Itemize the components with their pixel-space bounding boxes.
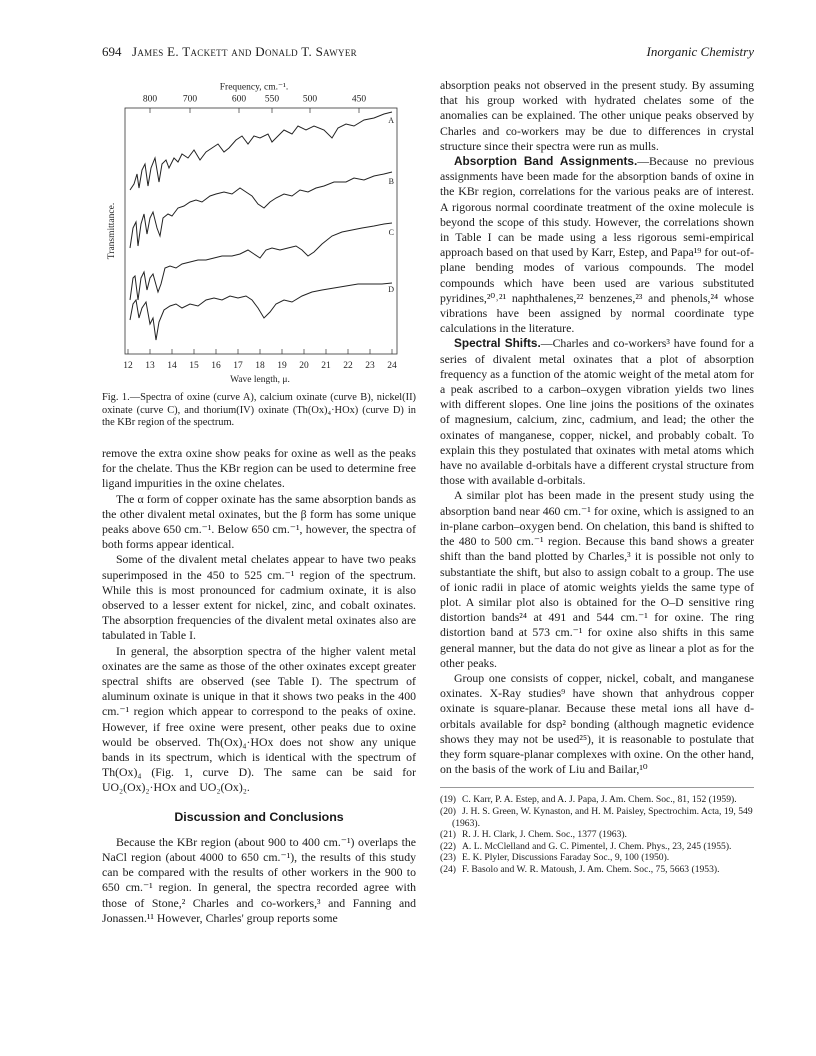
top-tick-label: 700 xyxy=(182,94,198,105)
bottom-tick-label: 16 xyxy=(211,361,221,371)
top-tick-label: 600 xyxy=(231,94,247,105)
paragraph: Because the KBr region (about 900 to 400 cm.⁻¹) overlaps the NaCl region (about 4000 to 650 cm.⁻¹), the results of this study can be compared with the results of other workers in the 900 to 650 cm.⁻¹ region. In general, the spectra recorded agree with those of Stone,² Charles and co-workers,³ and Fanning and Jonassen.¹¹ However, Charles' group reports some xyxy=(102,834,416,925)
reference-item: (23) E. K. Plyler, Discussions Faraday Soc., 9, 100 (1950). xyxy=(440,852,670,864)
inline-heading: Spectral Shifts. xyxy=(454,336,541,351)
bottom-tick-label: 24 xyxy=(387,361,397,371)
top-tick-label: 500 xyxy=(302,94,318,105)
left-column xyxy=(102,78,416,926)
curve-label-b: B xyxy=(388,177,394,186)
reference-item: (21) R. J. H. Clark, J. Chem. Soc., 1377 (1963). xyxy=(440,829,627,841)
bottom-tick-label: 21 xyxy=(321,361,331,371)
bottom-tick-label: 18 xyxy=(255,361,265,371)
spectra-plot xyxy=(102,78,416,440)
bottom-tick-label: 12 xyxy=(123,361,133,371)
paragraph: Some of the divalent metal chelates appear to have two peaks superimposed in the 450 to 525 cm.⁻¹ region of the spectrum. While this is most pronounced for cadmium oxinate, it is also observed to a lesser extent for nickel, zinc, and cobalt oxinates. The absorption frequencies of the divalent metal oxinates also are tabulated in Table I. xyxy=(102,552,416,643)
bottom-tick-label: 14 xyxy=(167,361,177,371)
paragraph: The α form of copper oxinate has the same absorption bands as the other divalent metal oxinates, but the β form has some unique peaks above 650 cm.⁻¹. Below 650 cm.⁻¹, however, the spectra of both forms appear identical. xyxy=(102,491,416,552)
curve-label-a: A xyxy=(388,116,394,125)
y-axis-title: Transmittance. xyxy=(107,202,117,260)
bottom-tick-label: 15 xyxy=(189,361,199,371)
reference-item: (22) A. L. McClelland and G. C. Pimentel, J. Chem. Phys., 23, 245 (1955). xyxy=(440,840,732,852)
top-tick-label: 450 xyxy=(351,94,367,105)
bottom-tick-label: 23 xyxy=(365,361,375,371)
bottom-ticks xyxy=(128,349,392,354)
reference-item: (20) J. H. S. Green, W. Kynaston, and H. M. Paisley, Spectrochim. Acta, 19, 549 (1963). xyxy=(440,805,753,829)
curve-c xyxy=(130,223,392,300)
footnote-references xyxy=(440,787,754,875)
curve-b xyxy=(130,172,392,248)
paragraph: remove the extra oxine show peaks for oxine as well as the peaks for the chelate. Thus the KBr region can be used to determine free ligand impurities in the oxine chelates. xyxy=(102,446,416,491)
bottom-tick-label: 13 xyxy=(145,361,155,371)
bottom-tick-label: 20 xyxy=(299,361,309,371)
plot-frame xyxy=(125,108,397,354)
paragraph: A similar plot has been made in the present study using the absorption band near 460 cm.⁻¹ for oxine, which is assigned to an in-plane carbon–oxygen bend. On chelation, this band is shifted to the 480 to 500 cm.⁻¹ region. Because this band shows a greater shift than the band plotted by Charles,³ it is possible not only to substantiate the shift, but also to assign cobalt to a group. The use of ionic radii in place of atomic weights yields the same type of plot. A similar plot also is obtained for the O–D sensitive ring distortion bands²⁴ at 491 and 544 cm.⁻¹ for oxine. The ring distortion band at 573 cm.⁻¹ for oxine also shifts in this same general manner, but the data do not give as linear a plot as for the other peaks. xyxy=(440,488,754,670)
curve-label-c: C xyxy=(388,228,394,237)
paragraph-text: —Charles and co-workers³ have found for a series of divalent metal oxinates that a plot of absorption frequency as a function of the atomic weight of the metal atom for a peak ascribed to a carbon–oxygen vibration yields two lines with different slopes. One line joins the positions of the oxinates of magnesium, calcium, zinc, cadmium, and lead; the other the oxinates of manganese, copper, nickel, and probably cobalt. To explain this they postulated that oxinates with metal atoms which have no available d-orbitals have a different crystal structure from those with available d-orbitals. xyxy=(440,336,754,488)
running-header xyxy=(102,44,754,64)
top-tick-label: 550 xyxy=(264,94,280,105)
paragraph: Group one consists of copper, nickel, cobalt, and manganese oxinates. X-Ray studies⁹ have shown that anhydrous copper oxinate is square-planar. Because these metal ions all have d-orbitals available for dsp² bonding (although magnetic evidence shows they may not be used²⁵), it is reasonable to postulate that they form square-planar complexes with oxine. On the other hand, on the basis of the work of Liu and Bailar,¹⁰ xyxy=(440,670,754,777)
inline-heading: Absorption Band Assignments. xyxy=(454,154,638,169)
figure-caption: Fig. 1.—Spectra of oxine (curve A), calcium oxinate (curve B), nickel(II) oxinate (curve C), and thorium(IV) oxinate (Th(Ox)₄·HOx) (curve D) in the KBr region of the spectrum. xyxy=(102,392,416,429)
paragraph xyxy=(440,336,754,488)
curve-d xyxy=(130,283,392,340)
page-number: 694 xyxy=(102,44,122,59)
bottom-tick-label: 17 xyxy=(233,361,243,371)
reference-item: (19) C. Karr, P. A. Estep, and A. J. Papa, J. Am. Chem. Soc., 81, 152 (1959). xyxy=(440,794,737,806)
bottom-tick-label: 19 xyxy=(277,361,287,371)
section-title: Discussion and Conclusions xyxy=(174,809,344,824)
figure-1 xyxy=(102,78,416,440)
top-ticks xyxy=(150,108,359,113)
paragraph: In general, the absorption spectra of the higher valent metal oxinates are the same as those of the other oxinates except greater spectral shifts are observed (see Table I). The spectrum of aluminum oxinate is unique in that it shows two peaks in the 400 cm.⁻¹ region which appear to correspond to the peaks of oxine. However, if free oxine were present, other peaks due to oxine would be observed. Th(Ox)₄·HOx does not show any unique bands in its spectrum, which is identical with the spectrum of Th(Ox)₄ (Fig. 1, curve D). The same can be said for UO₂(Ox)₂·HOx and UO₂(Ox)₂. xyxy=(102,643,416,795)
bottom-tick-label: 22 xyxy=(343,361,353,371)
top-axis-title: Frequency, cm.⁻¹. xyxy=(219,82,289,93)
paragraph: absorption peaks not observed in the present study. By assuming that his group worked with hydrated chelates some of the anomalies can be explained. The other unique peaks observed by Charles and co-workers may be due to differences in crystal structure since their spectra were run as mulls. xyxy=(440,78,754,153)
reference-item: (24) F. Basolo and W. R. Matoush, J. Am. Chem. Soc., 75, 5663 (1953). xyxy=(440,863,720,875)
right-column xyxy=(440,78,754,876)
top-tick-label: 800 xyxy=(142,94,158,105)
curve-label-d: D xyxy=(388,285,394,294)
header-authors: James E. Tackett and Donald T. Sawyer xyxy=(132,44,357,59)
bottom-axis-title: Wave length, μ. xyxy=(230,375,290,385)
paragraph-text: —Because no previous assignments have been made for the absorption bands of oxine in the KBr region, correlations for the various peaks are of interest. A rigorous normal coordinate treatment of the oxine molecule is beyond the scope of this study. However, the correlations shown in Table I can be made using a less rigorous semi-empirical approach based on that used by Karr, Estep, and Papa¹⁹ for out-of-plane bending modes of various compounds. The model compounds which have been used are various substituted pyridines,²⁰˒²¹ naphthalenes,²² benzenes,²³ and phenols,²⁴ whose vibrations have been assigned by normal coordinate type calculations in the literature. xyxy=(440,154,755,336)
header-journal: Inorganic Chemistry xyxy=(646,44,754,59)
paragraph xyxy=(440,154,754,336)
